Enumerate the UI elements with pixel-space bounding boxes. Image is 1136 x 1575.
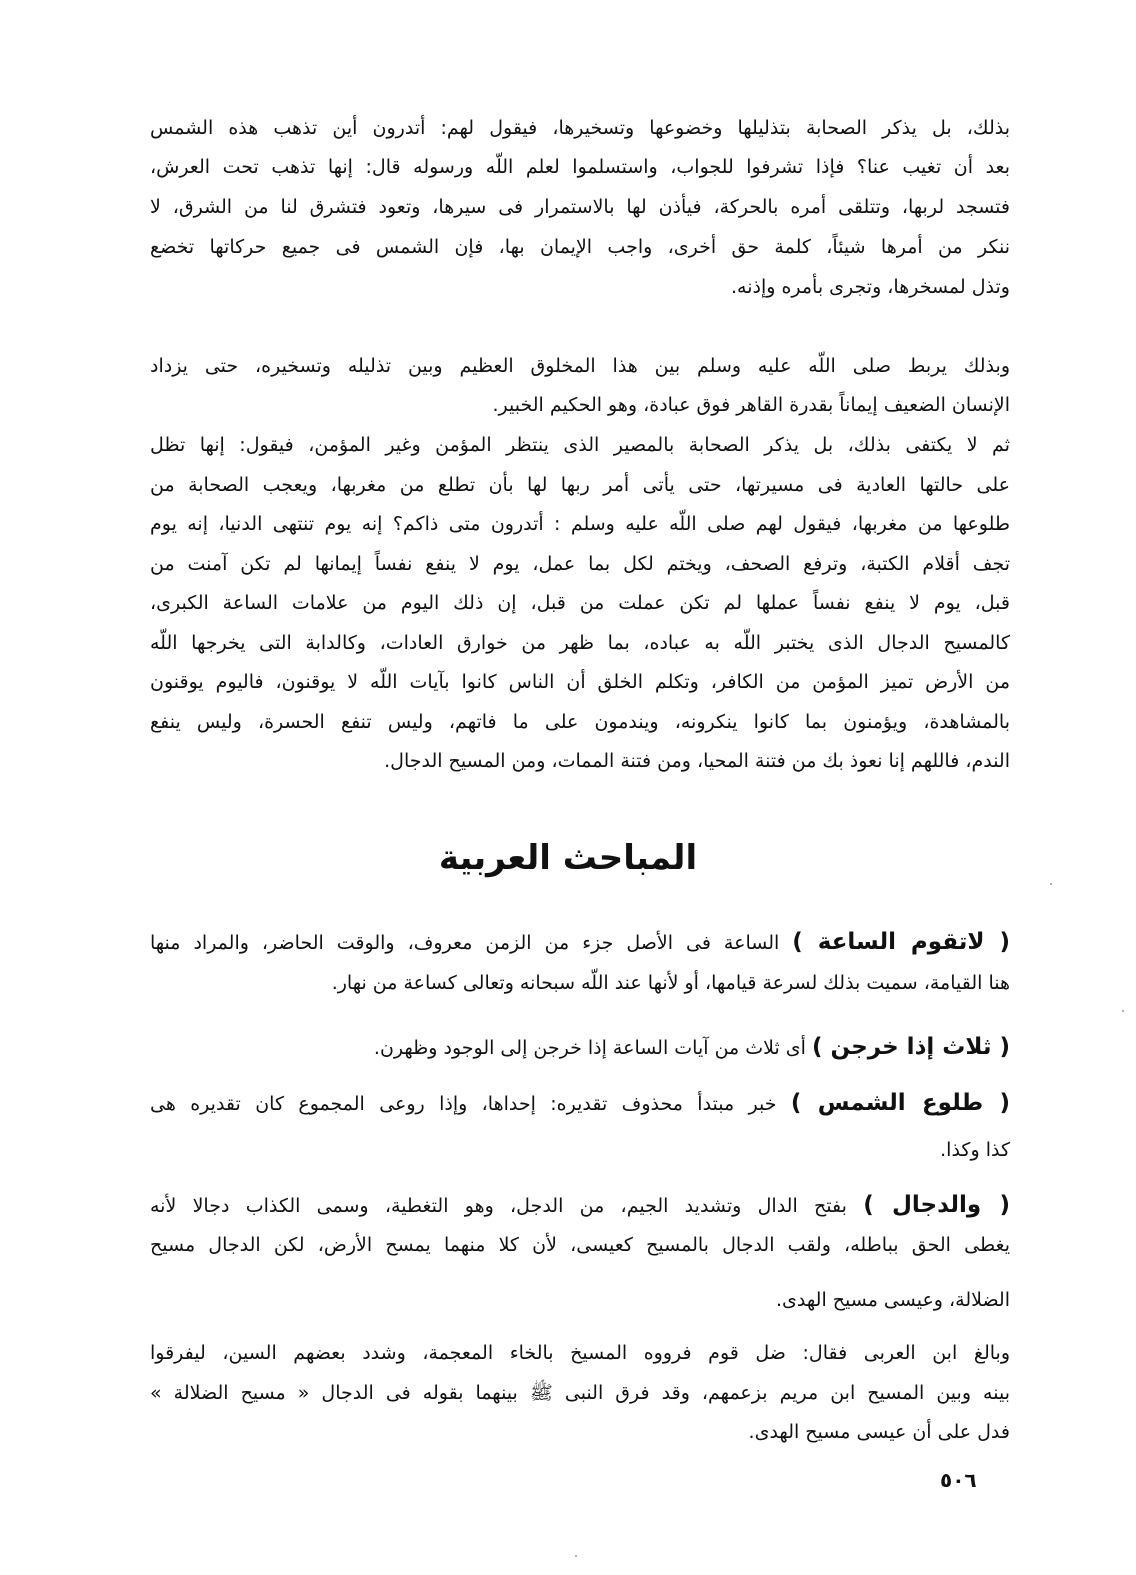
text-line: ثم لا يكتفى بذلك، بل يذكر الصحابة بالمصير الذى ينتظر المؤمن وغير المؤمن، فيقول: إنها تظل: [150, 434, 1010, 456]
scan-speck: [1050, 883, 1052, 885]
text-line: بعد أن تغيب عنا؟ فإذا تشرفوا للجواب، واستسلموا لعلم اللّه ورسوله قال: إنها تذهب تحت العرش،: [150, 156, 1010, 178]
text-line: تجف أقلام الكتبة، وترفع الصحف، ويختم لكل بما عمل، يوم لا ينفع نفساً إيمانها لم تكن آمنت من: [150, 553, 1010, 575]
text-line: بالمشاهدة، ويؤمنون بما كانوا ينكرونه، ويندمون على ما فاتهم، وليس تنفع الحسرة، وليس ينفع: [150, 711, 1010, 733]
entry-line: يغطى الحق بباطله، ولقب الدجال بالمسيح كعيسى، لأن كلا منهما يمسح الأرض، لكن الدجال مسيح: [150, 1234, 1010, 1256]
text-line: بذلك، بل يذكر الصحابة بتذليلها وخضوعها وتسخيرها، فيقول لهم: أتدرون أين تذهب هذه الشمس: [150, 117, 1010, 139]
text-line: الإنسان الضعيف إيماناً بقدرة القاهر فوق عبادة، وهو الحكيم الخبير.: [492, 394, 1010, 416]
text-line: الندم، فاللهم إنا نعوذ بك من فتنة المحيا، ومن فتنة الممات، ومن المسيح الدجال.: [384, 750, 1010, 772]
entry-line: كذا وكذا.: [940, 1139, 1010, 1161]
text-line: وبذلك يربط صلى اللّه عليه وسلم بين هذا المخلوق العظيم وبين تذليله وتسخيره، حتى يزداد: [150, 355, 1010, 377]
entry-line: وبالغ ابن العربى فقال: ضل قوم فرووه المسيخ بالخاء المعجمة، وشدد بعضهم السين، ليفرقوا: [150, 1342, 1010, 1364]
entry-line: بينه وبين المسيح ابن مريم بزعمهم، وقد فرق النبى ﷺ بينهما بقوله فى الدجال « مسيح الضلالة »: [150, 1382, 1010, 1404]
entry-line: الضلالة، وعيسى مسيح الهدى.: [776, 1289, 1010, 1311]
entry-term: ( طلوع الشمس ): [790, 1090, 1010, 1116]
entry-text: خبر مبتدأ محذوف تقديره: إحداها، وإذا روعى المجموع كان تقديره هى: [150, 1093, 777, 1115]
entry-line: [150, 1190, 1010, 1220]
text-line: ننكر من أمرها شيئاً، كلمة حق أخرى، واجب الإيمان بها، فإن الشمس فى جميع حركاتها تخضع: [150, 236, 1010, 258]
page-number: ٥٠٦: [940, 1468, 977, 1492]
entry-line: فدل على أن عيسى مسيح الهدى.: [748, 1421, 1010, 1443]
text-line: كالمسيح الدجال الذى يختبر اللّه به عباده، بما ظهر من خوارق العادات، وكالدابة التى يخرجها اللّه: [150, 632, 1010, 654]
text-line: فتسجد لربها، وتتلقى أمره بالحركة، فيأذن لها بالاستمرار فى سيرها، وتعود فتشرق لنا من الشرق، لا: [150, 196, 1010, 218]
entry-term: ( والدجال ): [863, 1192, 1010, 1218]
scan-speck: [575, 1555, 577, 1557]
entry-line: [150, 927, 1010, 957]
text-line: من الأرض تميز المؤمن من الكافر، وتكلم الخلق أن الناس كانوا بآيات اللّه لا يوقنون، فاليوم يوقنون: [150, 671, 1010, 693]
entry-text: أى ثلاث من آيات الساعة إذا خرجن إلى الوجود وظهرن.: [373, 1037, 806, 1059]
text-line: وتذل لمسخرها، وتجرى بأمره وإذنه.: [730, 276, 1010, 298]
scan-speck: [1122, 1010, 1124, 1012]
entry-term: ( ثلاث إذا خرجن ): [812, 1034, 1010, 1060]
entry-line: [150, 1088, 1010, 1118]
entry-line: [150, 1032, 1010, 1062]
entry-line: هنا القيامة، سميت بذلك لسرعة قيامها، أو لأنها عند اللّه سبحانه وتعالى كساعة من نهار.: [331, 972, 1010, 994]
text-line: طلوعها من مغربها، فيقول لهم صلى اللّه عليه وسلم : أتدرون متى ذاكم؟ إنه يوم تنتهى الدنيا، إنه يوم: [150, 513, 1010, 535]
entry-text: بفتح الدال وتشديد الجيم، من الدجل، وهو التغطية، وسمى الكذاب دجالا لأنه: [150, 1195, 847, 1217]
entry-text: الساعة فى الأصل جزء من الزمن معروف، والوقت الحاضر، والمراد منها: [150, 932, 780, 954]
entry-term: ( لاتقوم الساعة ): [792, 929, 1010, 955]
text-line: على حالتها العادية فى مسيرتها، حتى يأتى أمر ربها لها بأن تطلع من مغربها، ويعجب الصحابة من: [150, 474, 1010, 496]
text-line: قبل، يوم لا ينفع نفساً عملها لم تكن عملت من قبل، إن ذلك اليوم من علامات الساعة الكبرى،: [150, 592, 1010, 614]
section-heading: المباحث العربية: [438, 838, 698, 878]
